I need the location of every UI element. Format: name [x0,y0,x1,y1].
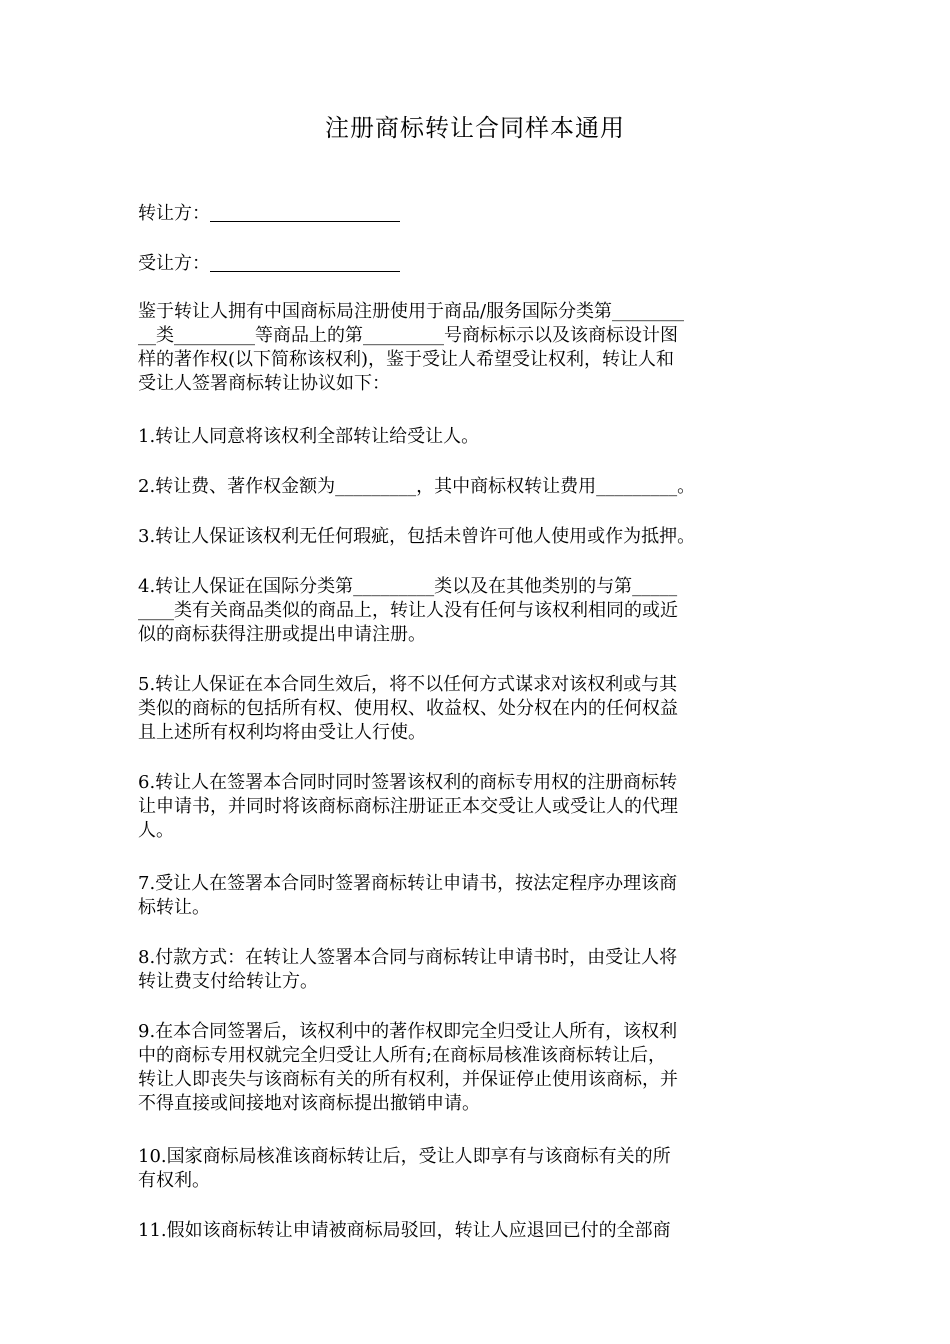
clause-6-line: 让申请书，并同时将该商标商标注册证正本交受让人或受让人的代理 [138,796,678,817]
clause-11-line: 11.假如该商标转让申请被商标局驳回，转让人应退回已付的全部商 [138,1220,671,1241]
clause-5-line: 且上述所有权利均将由受让人行使。 [138,722,426,743]
clause-9-line: 不得直接或间接地对该商标提出撤销申请。 [138,1093,480,1114]
clause-9-line: 转让人即丧失与该商标有关的所有权利，并保证停止使用该商标，并 [138,1069,678,1090]
transferor-blank [210,203,400,222]
clause-8-line: 8.付款方式：在转让人签署本合同与商标转让申请书时，由受让人将 [138,947,678,968]
clause-6-line: 6.转让人在签署本合同时同时签署该权利的商标专用权的注册商标转 [138,772,678,793]
transferee-blank [210,253,400,272]
intro-line: 样的著作权(以下简称该权利)，鉴于受让人希望受让权利，转让人和 [138,349,675,370]
intro-line: 受让人签署商标转让协议如下： [138,373,390,394]
clause-9-line: 9.在本合同签署后，该权利中的著作权即完全归受让人所有，该权利 [138,1021,678,1042]
clause-2: 2.转让费、著作权金额为_________，其中商标权转让费用_________。 [138,476,696,497]
intro-line: __类_________等商品上的第_________号商标标示以及该商标设计图 [138,325,678,346]
clause-8-line: 转让费支付给转让方。 [138,971,318,992]
clause-7-line: 7.受让人在签署本合同时签署商标转让申请书，按法定程序办理该商 [138,873,678,894]
clause-4-line: ____类有关商品类似的商品上，转让人没有任何与该权利相同的或近 [138,600,678,621]
clause-3: 3.转让人保证该权利无任何瑕疵，包括未曾许可他人使用或作为抵押。 [138,526,696,547]
transferor-label: 转让方： [138,203,210,224]
transferee-label: 受让方： [138,253,210,274]
clause-4-line: 似的商标获得注册或提出申请注册。 [138,624,426,645]
clause-10-line: 有权利。 [138,1170,210,1191]
clause-6-line: 人。 [138,820,174,841]
clause-4-line: 4.转让人保证在国际分类第_________类以及在其他类别的与第_____ [138,576,678,597]
clause-1: 1.转让人同意将该权利全部转让给受让人。 [138,426,480,447]
page-title: 注册商标转让合同样本通用 [325,114,625,142]
transferor-line [138,202,818,226]
clause-10-line: 10.国家商标局核准该商标转让后，受让人即享有与该商标有关的所 [138,1146,671,1167]
clause-7-line: 标转让。 [138,897,210,918]
transferee-line [138,252,818,276]
intro-line: 鉴于转让人拥有中国商标局注册使用于商品/服务国际分类第________ [138,301,685,322]
clause-5-line: 类似的商标的包括所有权、使用权、收益权、处分权在内的任何权益 [138,698,678,719]
clause-9-line: 中的商标专用权就完全归受让人所有;在商标局核准该商标转让后， [138,1045,667,1066]
clause-5-line: 5.转让人保证在本合同生效后，将不以任何方式谋求对该权利或与其 [138,674,678,695]
